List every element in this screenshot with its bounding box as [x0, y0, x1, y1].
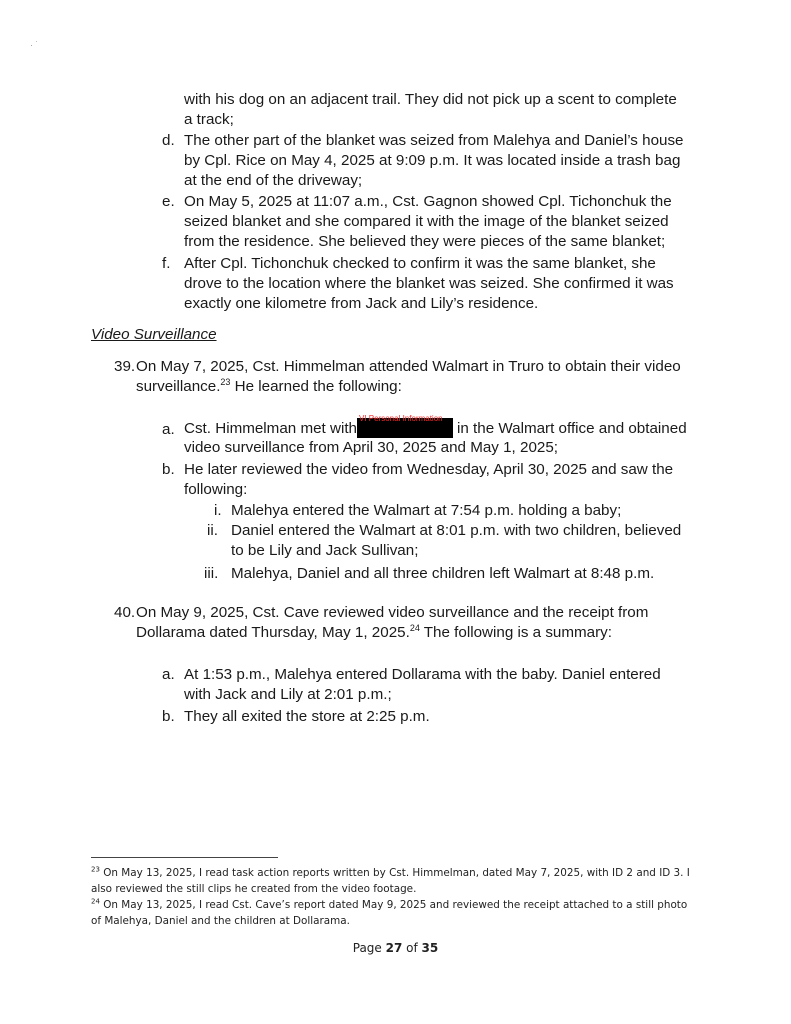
paragraph-number: 39. [114, 358, 136, 375]
footer-prefix: Page [352, 941, 386, 955]
text-line: He later reviewed the video from Wednesday, April 30, 2025 and saw the [184, 461, 674, 478]
footnote-number: 23 [91, 865, 100, 874]
text-line [184, 414, 687, 439]
text-line: following: [184, 481, 248, 498]
list-marker: d. [162, 132, 175, 149]
text-line [136, 623, 612, 643]
page-number-footer [0, 941, 791, 955]
paragraph-number: 40. [114, 604, 136, 621]
text-line: On May 9, 2025, Cst. Cave reviewed video surveillance and the receipt from [136, 604, 649, 621]
redaction-box [357, 414, 453, 438]
text-span: surveillance. [136, 378, 221, 395]
scan-specks: · ˙ [30, 40, 39, 50]
footnote-line [91, 865, 690, 881]
text-line: Malehya, Daniel and all three children left Walmart at 8:48 p.m. [231, 565, 655, 582]
redaction-label: VI Personal Information [359, 414, 443, 423]
text-line: Daniel entered the Walmart at 8:01 p.m. with two children, believed [231, 522, 682, 539]
text-line: drove to the location where the blanket was seized. She confirmed it was [184, 275, 674, 292]
text-span: The following is a summary: [419, 624, 612, 641]
footnote-line: of Malehya, Daniel and the children at Dollarama. [91, 915, 350, 927]
list-marker: a. [162, 421, 175, 438]
text-line: with Jack and Lily at 2:01 p.m.; [184, 686, 392, 703]
text-line: a track; [184, 111, 234, 128]
text-span: Dollarama dated Thursday, May 1, 2025. [136, 624, 410, 641]
footnote-number: 24 [91, 897, 100, 906]
footnote-text: On May 13, 2025, I read task action reports written by Cst. Himmelman, dated May 7, 2025, with ID 2 and ID 3. I [103, 867, 690, 879]
footnote-ref: 24 [409, 622, 420, 633]
text-line: After Cpl. Tichonchuk checked to confirm it was the same blanket, she [184, 255, 656, 272]
text-line: to be Lily and Jack Sullivan; [231, 542, 419, 559]
footnote-divider [91, 857, 278, 858]
text-line: from the residence. She believed they were pieces of the same blanket; [184, 233, 666, 250]
footnote-line [91, 897, 687, 913]
total-pages: 35 [421, 941, 439, 955]
text-line: with his dog on an adjacent trail. They did not pick up a scent to complete [184, 91, 677, 108]
footnote-ref: 23 [220, 376, 231, 387]
current-page: 27 [385, 941, 403, 955]
list-marker: b. [162, 461, 175, 478]
text-line: Malehya entered the Walmart at 7:54 p.m. holding a baby; [231, 502, 622, 519]
text-span: in the Walmart office and obtained [457, 420, 687, 437]
text-line: On May 5, 2025 at 11:07 a.m., Cst. Gagnon showed Cpl. Tichonchuk the [184, 193, 672, 210]
footnote-text: On May 13, 2025, I read Cst. Cave’s report dated May 9, 2025 and reviewed the receipt attached to a still photo [103, 899, 688, 911]
text-span: He learned the following: [230, 378, 402, 395]
section-heading: Video Surveillance [91, 326, 217, 343]
text-line [136, 377, 402, 397]
text-span: Cst. Himmelman met with [184, 420, 357, 437]
sub-list-marker: ii. [207, 522, 218, 539]
footer-of: of [402, 941, 422, 955]
sub-list-marker: i. [214, 502, 222, 519]
list-marker: f. [162, 255, 171, 272]
list-marker: b. [162, 708, 175, 725]
list-marker: a. [162, 666, 175, 683]
footnote-line: also reviewed the still clips he created from the video footage. [91, 883, 417, 895]
list-marker: e. [162, 193, 175, 210]
sub-list-marker: iii. [204, 565, 219, 582]
text-line: video surveillance from April 30, 2025 and May 1, 2025; [184, 439, 558, 456]
text-line: exactly one kilometre from Jack and Lily’s residence. [184, 295, 539, 312]
text-line: The other part of the blanket was seized from Malehya and Daniel’s house [184, 132, 684, 149]
text-line: by Cpl. Rice on May 4, 2025 at 9:09 p.m. It was located inside a trash bag [184, 152, 681, 169]
text-line: at the end of the driveway; [184, 172, 363, 189]
text-line: On May 7, 2025, Cst. Himmelman attended Walmart in Truro to obtain their video [136, 358, 681, 375]
text-line: They all exited the store at 2:25 p.m. [184, 708, 430, 725]
text-line: At 1:53 p.m., Malehya entered Dollarama with the baby. Daniel entered [184, 666, 661, 683]
text-line: seized blanket and she compared it with the image of the blanket seized [184, 213, 669, 230]
